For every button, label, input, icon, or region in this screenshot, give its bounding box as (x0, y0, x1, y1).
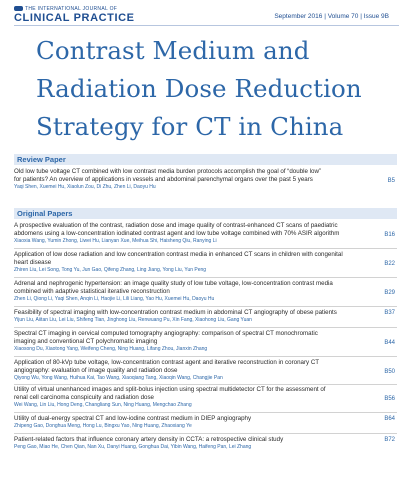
article-title-line: Utility of virtual unenhanced images and split-bolus injection using spectral multidetector CT for the assessment of (14, 386, 326, 393)
article-title-line: Application of low dose radiation and low concentration contrast media in enhanced CT scans in children with congenital (14, 251, 343, 258)
article-entry[interactable] (14, 436, 397, 451)
article-divider (14, 384, 397, 385)
article-page: B29 (384, 290, 395, 296)
article-page: B16 (384, 232, 395, 238)
article-page: B22 (384, 261, 395, 267)
article-title-line: Utility of dual-energy spectral CT and low-iodine contrast medium in DIEP angiography (14, 415, 252, 422)
issue-info: September 2016 | Volume 70 | Issue 9B (274, 13, 389, 20)
article-authors: Zhen Li, Qiong Li, Yaqi Shen, Anqin Li, Haojie Li, Lili Liang, Yao Hu, Xuemei Hu, Daoyu Hu (14, 296, 215, 303)
article-title-line: Feasibility of spectral imaging with low-concentration contrast medium in abdominal CT angiography of obese patients (14, 309, 337, 316)
article-title-line: renal cell carcinoma conspicuity and radiation dose (14, 394, 154, 402)
article-entry[interactable] (14, 359, 397, 382)
article-authors: Xiaosong Du, Xiaotong Yang, Weifeng Cheng, Ning Huang, Lifang Zhou, Jianxin Zhang (14, 346, 208, 353)
section-review-heading: Review Paper (14, 154, 397, 165)
article-entry[interactable] (14, 330, 397, 353)
article-title-line: Adrenal and nephrogenic hypertension: an image quality study of low tube voltage, low-concentration contrast media (14, 280, 333, 287)
article-divider (14, 277, 397, 278)
article-page: B44 (384, 340, 395, 346)
article-title-line: angiography: evaluation of image quality and radiation dose (14, 367, 178, 375)
journal-supertitle-text: THE INTERNATIONAL JOURNAL OF (25, 6, 118, 12)
article-page: B5 (387, 178, 395, 184)
article-title-line: combined with adaptive statistical iterative reconstruction (14, 288, 170, 296)
page-title (36, 32, 396, 146)
article-authors: Yaqi Shen, Xuemei Hu, Xiaolun Zou, Di Zhu, Zhen Li, Daoyu Hu (14, 184, 156, 191)
article-title-line: Spectral CT imaging in cervical computed tomography angiography: comparison of spectral CT monochromatic (14, 330, 318, 337)
article-entry[interactable] (14, 415, 397, 430)
article-title-line: Application of 80-kVp tube voltage, low-concentration contrast agent and iterative reconstruction in coronary CT (14, 359, 320, 366)
article-authors: Yijun Liu, Aiitan Liu, Lei Liu, Shifeng Tian, Jinghong Liu, Renwuang Pu, Xin Fang, Xiaohong Liu, Gang Yuan (14, 317, 252, 324)
article-authors: Zhipeng Gao, Donghua Meng, Hong Lu, Bingxu Yao, Ning Huang, Zhaoxiang Ye (14, 423, 192, 430)
article-title-line: heart disease (14, 259, 52, 267)
masthead (14, 6, 399, 24)
article-authors: Qiyong Wu, Yong Wang, Huihua Kai, Tao Wang, Xiaoqiang Tang, Xiaoqin Wang, Changjie Pan (14, 375, 223, 382)
article-title-line: Old low tube voltage CT combined with low contrast media burden protocols accomplish the goal of “double low” (14, 168, 322, 175)
article-entry[interactable] (14, 251, 397, 274)
article-divider (14, 356, 397, 357)
article-authors: Zhiren Liu, Lei Song, Tong Yu, Jun Gao, Qifeng Zhang, Ling Jiang, Yong Liu, Yun Peng (14, 267, 207, 274)
article-page: B72 (384, 437, 395, 443)
title-line: Radiation Dose Reduction (36, 74, 362, 103)
article-page: B56 (384, 396, 395, 402)
article-title-line: abdomens using a low-concentration iodinated contrast agent and low tube voltage combined with 70% ASIR algorithm (14, 230, 340, 238)
section-original-heading: Original Papers (14, 208, 397, 219)
title-line: Strategy for CT in China (36, 112, 344, 141)
article-title-line: Patient-related factors that influence coronary artery density in CCTA: a retrospective clinical study (14, 436, 284, 443)
article-title-line: for patients? An overview of applications in vessels and abdominal parenchymal organs over the past 5 years (14, 176, 313, 184)
journal-logo-icon (14, 6, 23, 11)
article-authors: Wei Wang, Lin Liu, Hong Deng, Changliang Sun, Ning Huang, Mengchao Zhang (14, 402, 192, 409)
article-divider (14, 248, 397, 249)
article-authors: Peng Gao, Miao He, Chen Qian, Nan Xu, Danyi Huang, Gonghua Dai, Yibin Wang, Haifeng Pan, Lei Zhang (14, 444, 252, 451)
article-page: B37 (384, 310, 395, 316)
journal-name: CLINICAL PRACTICE (14, 12, 135, 24)
article-entry[interactable] (14, 280, 397, 303)
article-entry[interactable] (14, 309, 397, 324)
article-entry[interactable] (14, 386, 397, 409)
article-authors: Xiaoxia Wang, Yumin Zhong, Liwei Hu, Lianyan Xue, Meihua Shi, Haisheng Qiu, Ranying Li (14, 238, 217, 245)
article-page: B50 (384, 369, 395, 375)
article-divider (14, 433, 397, 434)
article-divider (14, 306, 397, 307)
article-page: B64 (384, 416, 395, 422)
article-entry[interactable] (14, 222, 397, 245)
article-divider (14, 327, 397, 328)
article-entry[interactable] (14, 168, 397, 191)
article-title-line: A prospective evaluation of the contrast, radiation dose and image quality of contrast-enhanced CT scans of paediatric (14, 222, 338, 229)
masthead-rule (14, 25, 399, 26)
article-title-line: imaging and conventional CT polychromatic imaging (14, 338, 158, 346)
article-divider (14, 412, 397, 413)
title-line: Contrast Medium and (36, 36, 310, 65)
